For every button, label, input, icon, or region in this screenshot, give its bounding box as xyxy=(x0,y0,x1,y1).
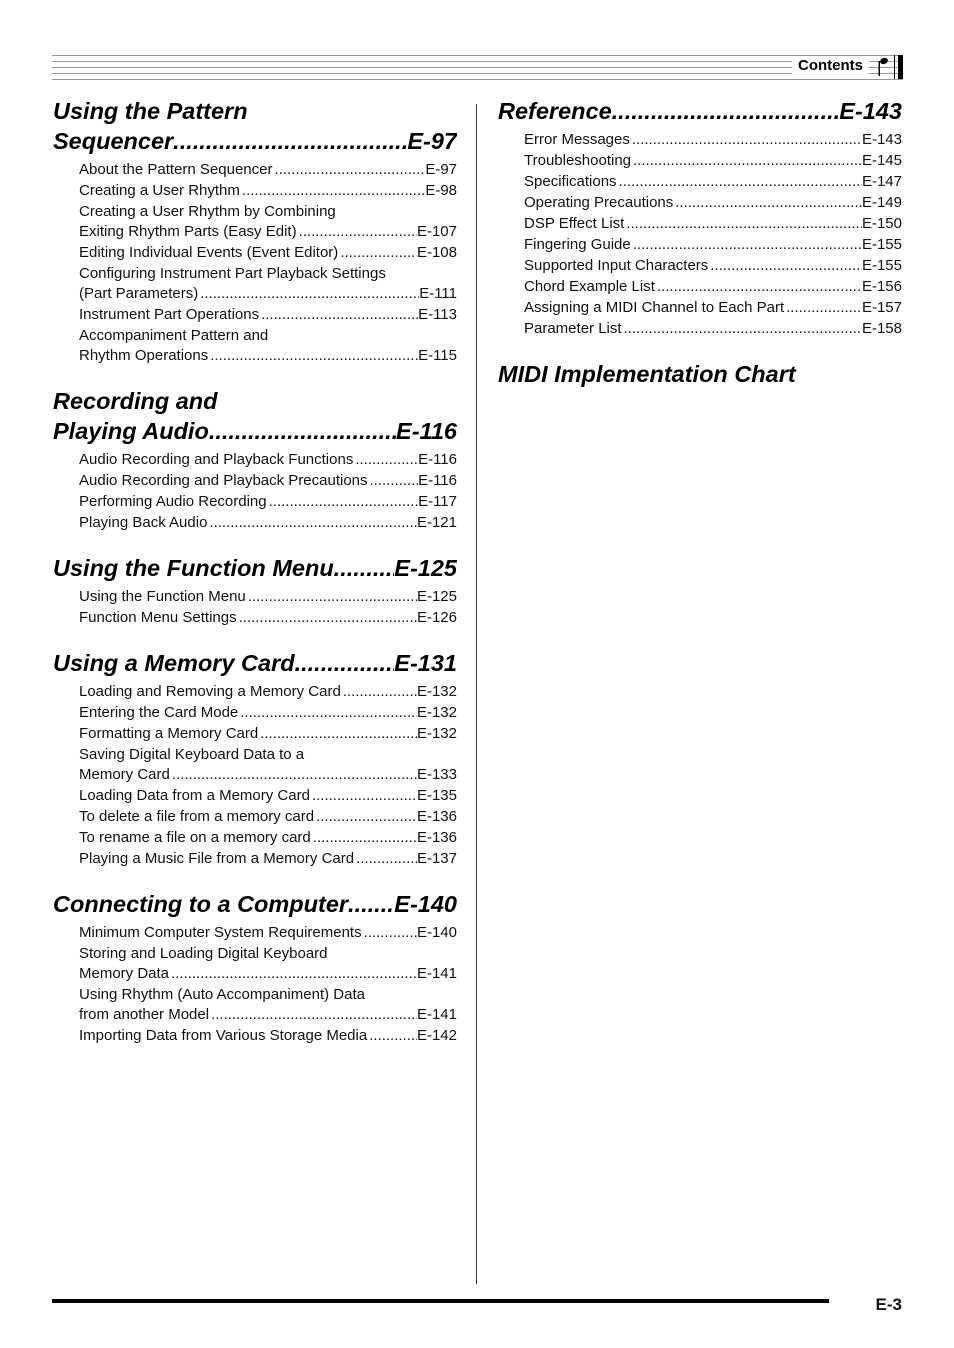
section-title-line[interactable] xyxy=(53,648,457,678)
toc-entry[interactable] xyxy=(524,256,902,276)
section-title-text: Using the Function Menu xyxy=(53,555,334,581)
entry-page-ref: E-116 xyxy=(418,451,457,468)
toc-section xyxy=(53,386,457,533)
column-divider xyxy=(476,104,477,1284)
entry-line xyxy=(79,682,457,702)
entry-label: Troubleshooting xyxy=(524,152,632,169)
toc-entry[interactable] xyxy=(79,160,457,180)
toc-entry[interactable] xyxy=(79,849,457,869)
dot-leader xyxy=(173,126,407,156)
entry-page-ref: E-140 xyxy=(416,924,457,941)
dot-leader xyxy=(170,765,417,785)
toc-section xyxy=(498,96,902,339)
dot-leader xyxy=(624,214,862,234)
section-title-line: Recording and xyxy=(53,388,218,414)
section-title-line[interactable] xyxy=(53,889,457,919)
entry-label: About the Pattern Sequencer xyxy=(79,161,273,178)
toc-entry[interactable] xyxy=(524,298,902,318)
entry-label: Storing and Loading Digital Keyboard xyxy=(79,945,328,962)
dot-leader xyxy=(295,648,395,678)
entry-page-ref: E-115 xyxy=(418,347,457,364)
dot-leader xyxy=(240,181,425,201)
section-title-text: Playing Audio xyxy=(53,418,209,444)
entry-label: Audio Recording and Playback Precautions xyxy=(79,472,368,489)
dot-leader xyxy=(708,256,862,276)
entry-line xyxy=(524,256,902,276)
section-title-line[interactable] xyxy=(53,416,457,446)
dot-leader xyxy=(208,346,418,366)
entry-line xyxy=(79,587,457,607)
section-page-ref: E-140 xyxy=(394,891,457,917)
entry-label: from another Model xyxy=(79,1006,210,1023)
toc-entry[interactable] xyxy=(524,277,902,297)
entry-line xyxy=(79,160,457,180)
page-header xyxy=(52,53,903,81)
entry-label: Entering the Card Mode xyxy=(79,704,239,721)
section-title-text: Reference xyxy=(498,98,612,124)
entry-label: Importing Data from Various Storage Media xyxy=(79,1027,368,1044)
dot-leader xyxy=(368,471,419,491)
entry-line xyxy=(524,130,902,150)
entry-label: Saving Digital Keyboard Data to a xyxy=(79,746,305,763)
section-page-ref: E-125 xyxy=(394,555,457,581)
dot-leader xyxy=(297,222,417,242)
entry-page-ref: E-132 xyxy=(416,704,457,721)
entry-page-ref: E-117 xyxy=(418,493,457,510)
section-title xyxy=(53,553,457,583)
entry-label: Assigning a MIDI Channel to Each Part xyxy=(524,299,785,316)
toc-section xyxy=(498,359,902,389)
entry-label: Memory Card xyxy=(79,766,170,783)
dot-leader xyxy=(784,298,862,318)
entry-label: Using the Function Menu xyxy=(79,588,246,605)
entry-label: Playing Back Audio xyxy=(79,514,208,531)
entry-label: To rename a file on a memory card xyxy=(79,829,311,846)
entry-line xyxy=(524,193,902,213)
entry-line xyxy=(524,214,902,234)
entry-label: Minimum Computer System Requirements xyxy=(79,924,362,941)
entry-label: Rhythm Operations xyxy=(79,347,209,364)
entry-page-ref: E-150 xyxy=(861,215,902,232)
entry-line xyxy=(79,284,457,304)
dot-leader xyxy=(272,160,425,180)
entry-label: Formatting a Memory Card xyxy=(79,725,259,742)
entry-page-ref: E-97 xyxy=(425,161,457,178)
toc-entry[interactable] xyxy=(79,944,457,984)
toc-entry[interactable] xyxy=(524,235,902,255)
dot-leader xyxy=(617,172,862,192)
entry-line xyxy=(79,923,457,943)
dot-leader xyxy=(209,1005,417,1025)
entry-list xyxy=(524,130,902,339)
entry-line xyxy=(524,277,902,297)
toc-section xyxy=(53,889,457,1046)
entry-line xyxy=(524,235,902,255)
toc-entry[interactable] xyxy=(524,319,902,339)
dot-leader xyxy=(209,416,396,446)
entry-line xyxy=(79,786,457,806)
dot-leader xyxy=(673,193,862,213)
entry-line xyxy=(79,765,457,785)
dot-leader xyxy=(341,682,417,702)
entry-page-ref: E-155 xyxy=(861,257,902,274)
entry-line xyxy=(79,703,457,723)
toc-entry[interactable] xyxy=(79,985,457,1025)
section-title-line[interactable] xyxy=(498,96,902,126)
toc-entry[interactable] xyxy=(79,807,457,827)
entry-line xyxy=(79,305,457,325)
toc-entry[interactable] xyxy=(79,326,457,366)
entry-label: Creating a User Rhythm xyxy=(79,182,240,199)
dot-leader xyxy=(258,724,417,744)
entry-line xyxy=(79,964,457,984)
entry-page-ref: E-126 xyxy=(416,609,457,626)
entry-label: Performing Audio Recording xyxy=(79,493,267,510)
entry-label: Loading Data from a Memory Card xyxy=(79,787,310,804)
toc-section xyxy=(53,553,457,628)
entry-label: Function Menu Settings xyxy=(79,609,237,626)
entry-label: Memory Data xyxy=(79,965,170,982)
entry-label: (Part Parameters) xyxy=(79,285,199,302)
dot-leader xyxy=(362,923,417,943)
entry-page-ref: E-158 xyxy=(861,320,902,337)
entry-line xyxy=(524,298,902,318)
entry-label: Chord Example List xyxy=(524,278,655,295)
dot-leader xyxy=(612,96,840,126)
section-title xyxy=(498,96,902,126)
toc-entry[interactable] xyxy=(79,703,457,723)
entry-line xyxy=(79,471,457,491)
entry-line xyxy=(79,492,457,512)
dot-leader xyxy=(267,492,418,512)
section-title xyxy=(53,889,457,919)
toc-entry[interactable] xyxy=(79,181,457,201)
dot-leader xyxy=(314,807,417,827)
entry-label: Error Messages xyxy=(524,131,630,148)
entry-label: Creating a User Rhythm by Combining xyxy=(79,203,336,220)
entry-page-ref: E-141 xyxy=(416,1006,457,1023)
toc-entry[interactable] xyxy=(79,202,457,242)
section-page-ref: E-143 xyxy=(839,98,902,124)
entry-page-ref: E-121 xyxy=(416,514,457,531)
dot-leader xyxy=(246,587,417,607)
dot-leader xyxy=(338,243,417,263)
toc-entry[interactable] xyxy=(79,492,457,512)
toc-entry[interactable] xyxy=(79,1026,457,1046)
entry-line xyxy=(79,513,457,533)
entry-page-ref: E-136 xyxy=(416,808,457,825)
entry-page-ref: E-149 xyxy=(861,194,902,211)
right-column xyxy=(498,96,902,409)
dot-leader xyxy=(198,284,419,304)
entry-page-ref: E-108 xyxy=(416,244,457,261)
entry-page-ref: E-135 xyxy=(416,787,457,804)
section-title-text: MIDI Implementation Chart xyxy=(498,361,796,387)
entry-page-ref: E-156 xyxy=(861,278,902,295)
entry-page-ref: E-111 xyxy=(419,285,457,302)
dot-leader xyxy=(622,319,862,339)
dot-leader xyxy=(631,151,862,171)
toc-entry[interactable] xyxy=(524,130,902,150)
entry-page-ref: E-98 xyxy=(425,182,457,199)
staff-line xyxy=(52,73,903,74)
toc-entry[interactable] xyxy=(79,745,457,785)
entry-line xyxy=(79,724,457,744)
dot-leader xyxy=(353,450,418,470)
dot-leader xyxy=(237,608,417,628)
staff-line xyxy=(52,55,903,56)
entry-label: Loading and Removing a Memory Card xyxy=(79,683,341,700)
dot-leader xyxy=(238,703,417,723)
footer-rule xyxy=(52,1299,829,1303)
section-title-text: Sequencer xyxy=(53,128,174,154)
section-page-ref: E-116 xyxy=(396,418,457,444)
entry-label: Operating Precautions xyxy=(524,194,674,211)
entry-line xyxy=(79,450,457,470)
toc-entry[interactable] xyxy=(79,587,457,607)
entry-list xyxy=(79,923,457,1046)
entry-label: Using Rhythm (Auto Accompaniment) Data xyxy=(79,986,365,1003)
entry-page-ref: E-107 xyxy=(416,223,457,240)
music-note-icon xyxy=(875,55,893,77)
toc-entry[interactable] xyxy=(79,786,457,806)
entry-label: Specifications xyxy=(524,173,617,190)
entry-page-ref: E-132 xyxy=(416,683,457,700)
entry-label: Supported Input Characters xyxy=(524,257,709,274)
entry-label: Fingering Guide xyxy=(524,236,631,253)
toc-entry[interactable] xyxy=(79,264,457,304)
section-title-line[interactable] xyxy=(53,553,457,583)
entry-line xyxy=(79,1026,457,1046)
entry-line xyxy=(79,608,457,628)
entry-label: Accompaniment Pattern and xyxy=(79,327,269,344)
toc-section xyxy=(53,96,457,366)
entry-page-ref: E-143 xyxy=(861,131,902,148)
toc-entry[interactable] xyxy=(79,828,457,848)
toc-section xyxy=(53,648,457,869)
entry-line xyxy=(79,181,457,201)
section-title xyxy=(53,96,457,156)
entry-list xyxy=(79,682,457,869)
entry-label: Audio Recording and Playback Functions xyxy=(79,451,354,468)
entry-page-ref: E-136 xyxy=(416,829,457,846)
header-title: Contents xyxy=(792,57,869,74)
dot-leader xyxy=(169,964,417,984)
toc-entry[interactable] xyxy=(524,172,902,192)
section-title xyxy=(53,386,457,446)
entry-line xyxy=(79,346,457,366)
entry-page-ref: E-157 xyxy=(861,299,902,316)
section-page-ref: E-97 xyxy=(407,128,457,154)
toc-entry[interactable] xyxy=(79,608,457,628)
entry-line xyxy=(524,172,902,192)
entry-label: Exiting Rhythm Parts (Easy Edit) xyxy=(79,223,297,240)
left-column xyxy=(53,96,457,1066)
dot-leader xyxy=(631,235,862,255)
entry-label: Configuring Instrument Part Playback Settings xyxy=(79,265,386,282)
entry-line xyxy=(79,828,457,848)
entry-page-ref: E-147 xyxy=(861,173,902,190)
entry-list xyxy=(79,587,457,628)
page-number: E-3 xyxy=(875,1295,902,1314)
dot-leader xyxy=(334,553,395,583)
dot-leader xyxy=(630,130,862,150)
entry-label: To delete a file from a memory card xyxy=(79,808,315,825)
toc-entry[interactable] xyxy=(79,923,457,943)
toc-entry[interactable] xyxy=(524,151,902,171)
entry-page-ref: E-116 xyxy=(418,472,457,489)
section-title-text: Using a Memory Card xyxy=(53,650,295,676)
entry-page-ref: E-113 xyxy=(418,306,457,323)
dot-leader xyxy=(348,889,394,919)
entry-page-ref: E-137 xyxy=(416,850,457,867)
entry-label: DSP Effect List xyxy=(524,215,625,232)
entry-line xyxy=(79,222,457,242)
toc-entry[interactable] xyxy=(79,471,457,491)
entry-line xyxy=(524,319,902,339)
section-title xyxy=(53,648,457,678)
dot-leader xyxy=(311,828,417,848)
toc-entry[interactable] xyxy=(79,450,457,470)
section-title-text: Connecting to a Computer xyxy=(53,891,349,917)
entry-label: Editing Individual Events (Event Editor) xyxy=(79,244,339,261)
toc-entry[interactable] xyxy=(79,513,457,533)
barline xyxy=(894,55,895,79)
staff-line xyxy=(52,67,903,68)
entry-label: Instrument Part Operations xyxy=(79,306,260,323)
entry-page-ref: E-125 xyxy=(416,588,457,605)
staff-line xyxy=(52,79,903,80)
entry-list xyxy=(79,450,457,533)
entry-label: Parameter List xyxy=(524,320,622,337)
entry-list xyxy=(79,160,457,366)
dot-leader xyxy=(259,305,418,325)
entry-page-ref: E-155 xyxy=(861,236,902,253)
dot-leader xyxy=(354,849,417,869)
entry-page-ref: E-132 xyxy=(416,725,457,742)
entry-line xyxy=(79,807,457,827)
toc-entry[interactable] xyxy=(524,214,902,234)
staff-line xyxy=(52,61,903,62)
toc-entry[interactable] xyxy=(79,682,457,702)
entry-page-ref: E-142 xyxy=(416,1027,457,1044)
section-page-ref: E-131 xyxy=(394,650,457,676)
section-title-line[interactable] xyxy=(53,126,457,156)
entry-page-ref: E-145 xyxy=(861,152,902,169)
dot-leader xyxy=(655,277,862,297)
dot-leader xyxy=(367,1026,417,1046)
toc-entry[interactable] xyxy=(79,305,457,325)
entry-page-ref: E-133 xyxy=(416,766,457,783)
entry-line xyxy=(79,849,457,869)
dot-leader xyxy=(207,513,417,533)
toc-entry[interactable] xyxy=(79,724,457,744)
entry-line xyxy=(79,243,457,263)
toc-entry[interactable] xyxy=(79,243,457,263)
entry-page-ref: E-141 xyxy=(416,965,457,982)
dot-leader xyxy=(310,786,417,806)
entry-line xyxy=(524,151,902,171)
toc-entry[interactable] xyxy=(524,193,902,213)
entry-line xyxy=(79,1005,457,1025)
section-title xyxy=(498,359,902,389)
entry-label: Playing a Music File from a Memory Card xyxy=(79,850,355,867)
barline-thick xyxy=(898,55,903,79)
section-title-line: Using the Pattern xyxy=(53,98,248,124)
